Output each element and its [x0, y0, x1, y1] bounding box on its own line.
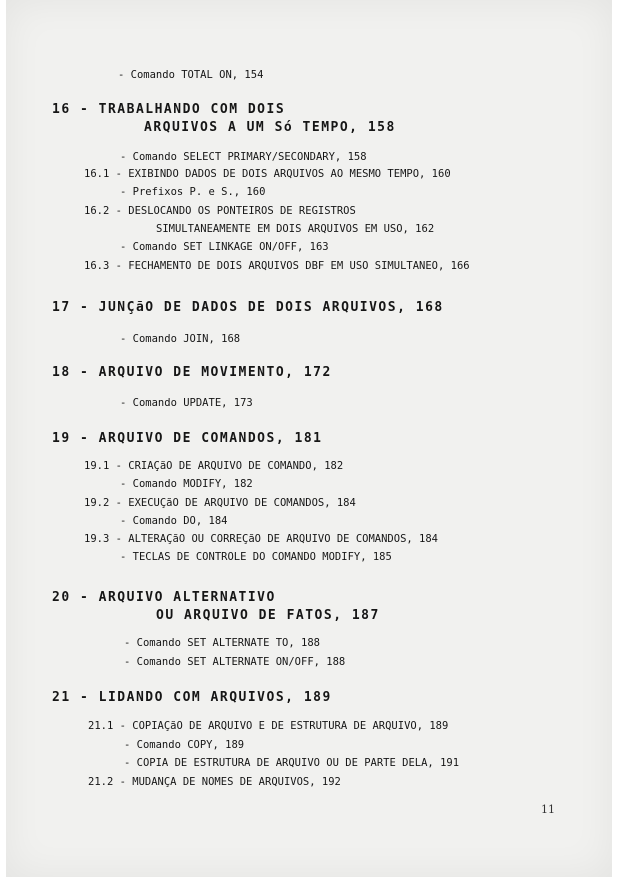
chapter-heading-cont: ARQUIVOS A UM Só TEMPO, 158: [144, 120, 396, 135]
toc-section: 21.1 - COPIAÇãO DE ARQUIVO E DE ESTRUTURA DE ARQUIVO, 189: [88, 720, 449, 732]
toc-entry: - Comando SET ALTERNATE TO, 188: [124, 637, 320, 649]
chapter-heading: 21 - LIDANDO COM ARQUIVOS, 189: [52, 690, 332, 705]
toc-entry: - Comando TOTAL ON, 154: [118, 69, 264, 81]
toc-section-cont: SIMULTANEAMENTE EM DOIS ARQUIVOS EM USO, 162: [156, 223, 435, 235]
chapter-heading: 20 - ARQUIVO ALTERNATIVO: [52, 590, 276, 605]
toc-entry: - Comando JOIN, 168: [120, 333, 241, 345]
toc-entry: - COPIA DE ESTRUTURA DE ARQUIVO OU DE PARTE DELA, 191: [124, 757, 460, 769]
toc-entry: - Prefixos P. e S., 160: [120, 186, 266, 198]
toc-section: 19.3 - ALTERAÇãO OU CORREÇãO DE ARQUIVO DE COMANDOS, 184: [84, 533, 439, 545]
toc-section: 16.2 - DESLOCANDO OS PONTEIROS DE REGISTROS: [84, 205, 356, 217]
toc-section: 16.3 - FECHAMENTO DE DOIS ARQUIVOS DBF EM USO SIMULTANEO, 166: [84, 260, 470, 272]
toc-section: 16.1 - EXIBINDO DADOS DE DOIS ARQUIVOS AO MESMO TEMPO, 160: [84, 168, 451, 180]
chapter-heading: 16 - TRABALHANDO COM DOIS: [52, 102, 286, 117]
toc-entry: - Comando MODIFY, 182: [120, 478, 253, 490]
toc-entry: - Comando DO, 184: [120, 515, 228, 527]
toc-entry: - Comando SELECT PRIMARY/SECONDARY, 158: [120, 151, 367, 163]
toc-entry: - TECLAS DE CONTROLE DO COMANDO MODIFY, 185: [120, 551, 392, 563]
chapter-heading-cont: OU ARQUIVO DE FATOS, 187: [156, 608, 380, 623]
chapter-heading: 17 - JUNÇãO DE DADOS DE DOIS ARQUIVOS, 168: [52, 300, 444, 315]
page-number: 11: [541, 803, 555, 816]
toc-entry: - Comando SET ALTERNATE ON/OFF, 188: [124, 656, 346, 668]
toc-entry: - Comando COPY, 189: [124, 739, 245, 751]
chapter-heading: 19 - ARQUIVO DE COMANDOS, 181: [52, 431, 323, 446]
toc-entry: - Comando SET LINKAGE ON/OFF, 163: [120, 241, 329, 253]
toc-section: 19.1 - CRIAÇãO DE ARQUIVO DE COMANDO, 182: [84, 460, 344, 472]
toc-section: 21.2 - MUDANÇA DE NOMES DE ARQUIVOS, 192: [88, 776, 341, 788]
toc-section: 19.2 - EXECUÇãO DE ARQUIVO DE COMANDOS, 184: [84, 497, 356, 509]
toc-entry: - Comando UPDATE, 173: [120, 397, 253, 409]
chapter-heading: 18 - ARQUIVO DE MOVIMENTO, 172: [52, 365, 332, 380]
